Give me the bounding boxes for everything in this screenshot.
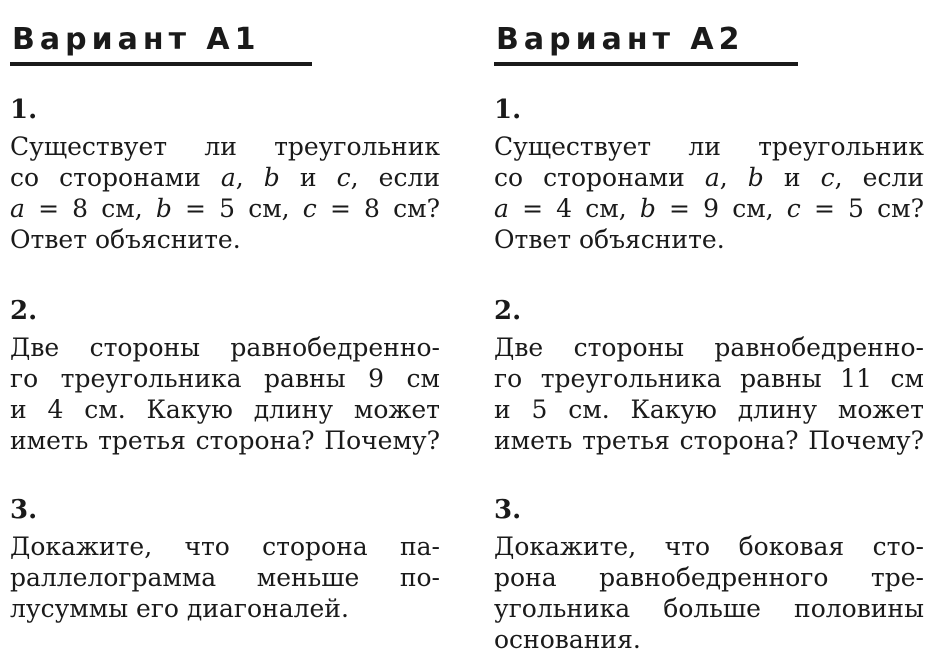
- task-text-line: го треугольника равны 9 см: [10, 364, 440, 393]
- task-text-line: Две стороны равнобедренно-: [494, 333, 924, 362]
- task-text-line: a = 4 см, b = 9 см, c = 5 см?: [494, 194, 924, 223]
- task-2: [494, 295, 924, 456]
- task-number: 2.: [10, 296, 38, 326]
- task-number: 1.: [494, 95, 522, 125]
- task-text-line: и 5 см. Какую длину может: [494, 395, 924, 424]
- task-1: [494, 94, 924, 255]
- task-text-line: со сторонами a, b и c, если: [10, 163, 440, 192]
- variant-a2-column: [494, 0, 924, 672]
- variant-title: Вариант А2: [496, 22, 745, 57]
- task-text-line: основания.: [494, 625, 641, 654]
- task-text-line: Существует ли треугольник: [10, 132, 440, 161]
- task-text-line: Ответ объясните.: [10, 225, 241, 254]
- task-text-line: Существует ли треугольник: [494, 132, 924, 161]
- task-text-line: Две стороны равнобедренно-: [10, 333, 440, 362]
- task-text-line: угольника больше половины: [494, 594, 924, 623]
- variant-title: Вариант А1: [12, 22, 261, 57]
- task-3: [10, 494, 440, 624]
- task-text-line: лусуммы его диагоналей.: [10, 594, 349, 623]
- task-text-line: Докажите, что боковая сто-: [494, 532, 924, 561]
- task-number: 3.: [10, 495, 38, 525]
- task-text-line: рона равнобедренного тре-: [494, 563, 924, 592]
- task-text-line: Докажите, что сторона па-: [10, 532, 440, 561]
- task-number: 2.: [494, 296, 522, 326]
- task-text-line: a = 8 см, b = 5 см, c = 8 см?: [10, 194, 440, 223]
- task-text-line: го треугольника равны 11 см: [494, 364, 924, 393]
- task-2: [10, 295, 440, 456]
- task-text-line: раллелограмма меньше по-: [10, 563, 440, 592]
- task-text-line: и 4 см. Какую длину может: [10, 395, 440, 424]
- task-number: 1.: [10, 95, 38, 125]
- task-text-line: иметь третья сторона? Почему?: [10, 426, 440, 455]
- task-text-line: со сторонами a, b и c, если: [494, 163, 924, 192]
- task-text-line: Ответ объясните.: [494, 225, 725, 254]
- variant-a1-column: [10, 0, 440, 672]
- task-number: 3.: [494, 495, 522, 525]
- title-underline: [10, 62, 312, 66]
- title-underline: [494, 62, 798, 66]
- task-text-line: иметь третья сторона? Почему?: [494, 426, 924, 455]
- task-1: [10, 94, 440, 255]
- task-3: [494, 494, 924, 655]
